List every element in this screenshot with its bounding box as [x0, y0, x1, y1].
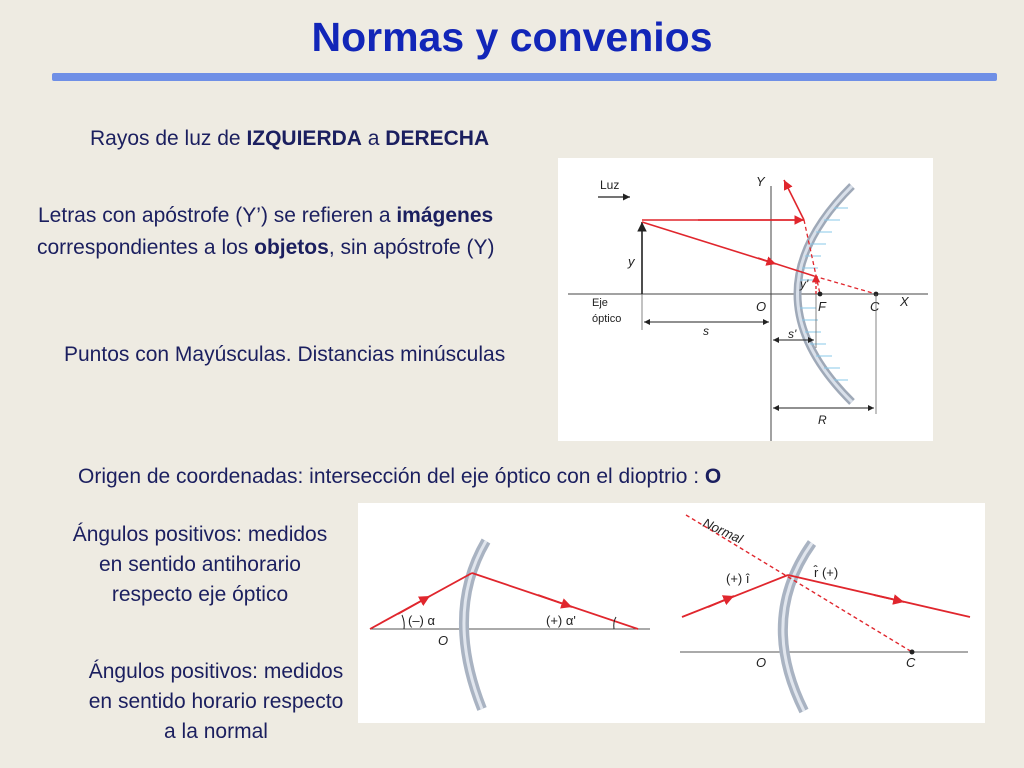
- distance-s-prime-label: s': [788, 327, 797, 341]
- refraction-angle-label: r̂ (+): [814, 565, 839, 580]
- center-label: C: [870, 299, 880, 314]
- image-height-label: y': [800, 277, 809, 291]
- distance-s-label: s: [703, 324, 709, 338]
- radius-label: R: [818, 413, 827, 427]
- origin-label-right: O: [756, 655, 767, 670]
- alpha-negative-label: (–) α: [408, 613, 436, 628]
- optico-label: óptico: [592, 313, 622, 325]
- center-point-right: [910, 650, 915, 655]
- slide-title: Normas y convenios: [311, 14, 713, 60]
- mirror-diagram-panel: [558, 158, 933, 441]
- reflected-ray: [784, 180, 804, 220]
- y-axis-label: Y: [756, 174, 765, 189]
- angle-diagram-panel: [358, 503, 985, 723]
- focus-label: F: [818, 299, 826, 314]
- alpha-positive-label: (+) α': [546, 613, 576, 628]
- eje-label: Eje: [592, 297, 608, 309]
- angle-diagrams: [358, 503, 985, 723]
- points-distances-text: Puntos con Mayúsculas. Distancias minúsculas: [64, 343, 506, 366]
- normal-label: Normal: [700, 515, 746, 547]
- mirror-diagram: [558, 158, 933, 441]
- normal-angle-diagram: [680, 515, 970, 711]
- angles-normal-text: Ángulos positivos: medidos en sentido horario respecto a la normal: [88, 660, 344, 743]
- prime-letters-text-line1: Letras con apóstrofe (Y’) se refieren a imágenes: [38, 204, 494, 227]
- angles-axis-text: Ángulos positivos: medidos en sentido antihorario respecto eje óptico: [72, 523, 328, 606]
- central-ray-extension: [814, 276, 876, 294]
- focus-point: [818, 292, 823, 297]
- origin-label: O: [756, 299, 767, 314]
- center-label-right: C: [906, 655, 916, 670]
- incidence-angle-label: (+) î: [726, 571, 750, 586]
- object-height-label: y: [628, 254, 635, 269]
- luz-label: Luz: [600, 178, 620, 192]
- origin-label-left: O: [438, 633, 449, 648]
- x-axis-label: X: [900, 294, 909, 309]
- prime-letters-text-line2: correspondientes a los objetos, sin apóstrofe (Y): [37, 236, 495, 259]
- rays-direction-text: Rayos de luz de IZQUIERDA a DERECHA: [90, 127, 490, 150]
- origin-text: Origen de coordenadas: intersección del eje óptico con el dioptrio : O: [78, 465, 722, 488]
- central-ray: [642, 222, 776, 264]
- title-underline: [52, 73, 997, 81]
- axis-angle-diagram: [370, 541, 650, 709]
